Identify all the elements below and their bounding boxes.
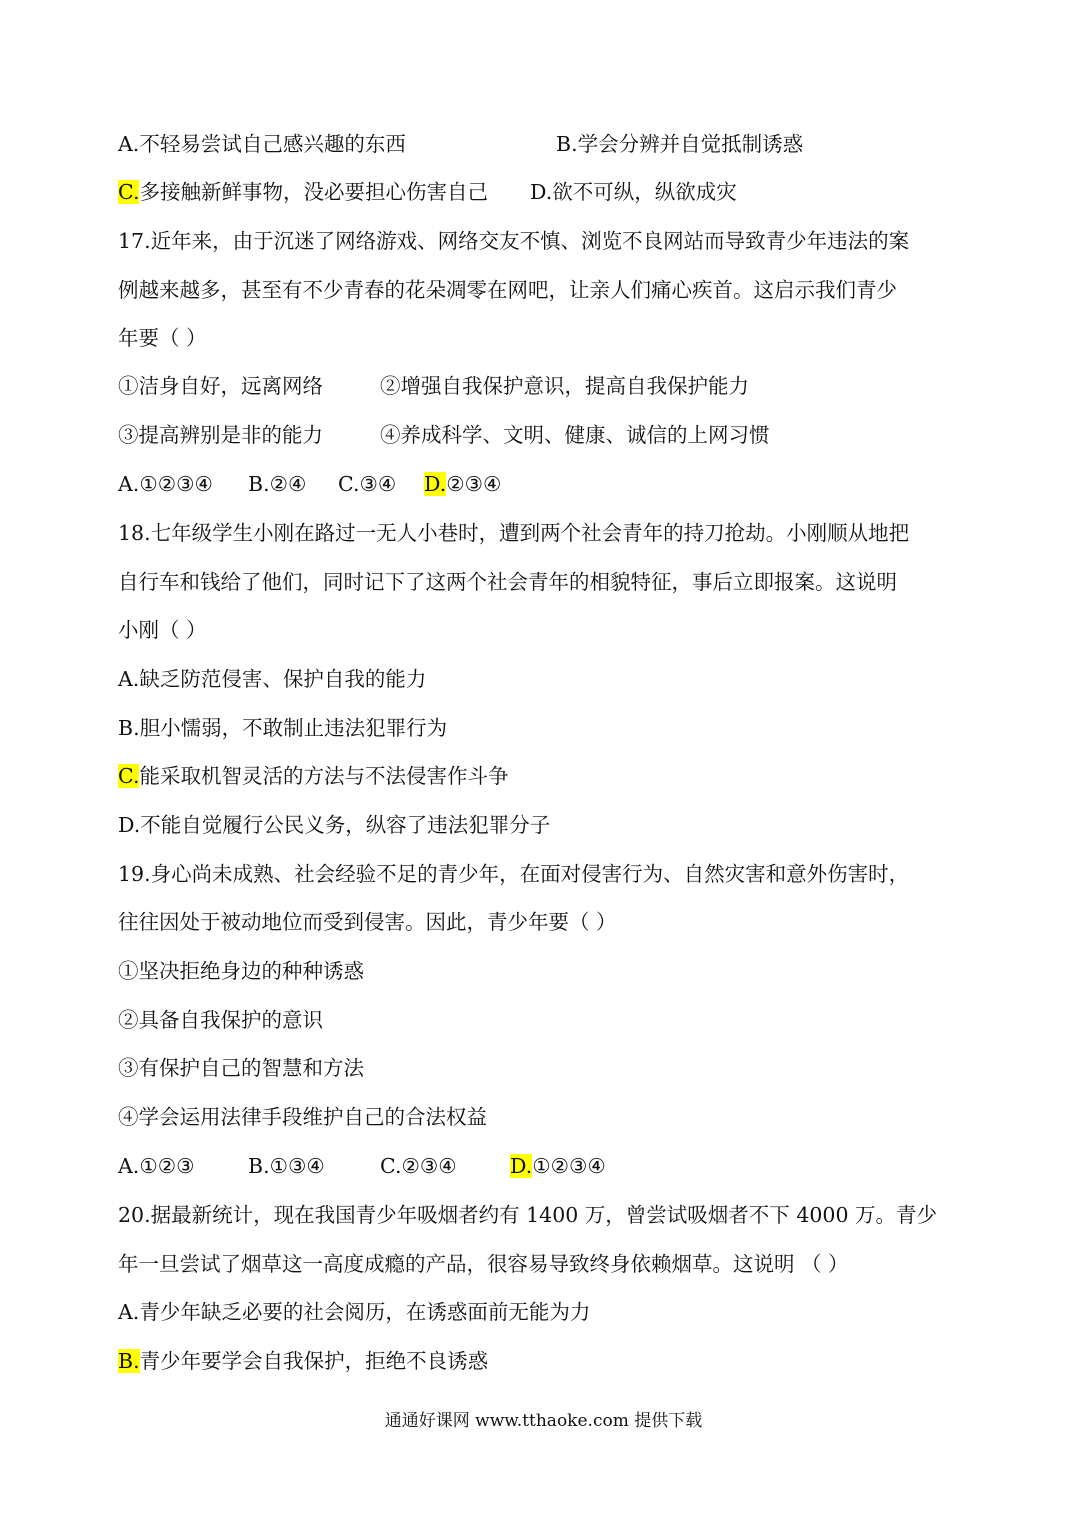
q18-option-a: A.缺乏防范侵害、保护自我的能力 <box>118 667 427 691</box>
answer-highlight: C. <box>118 764 140 788</box>
page-footer: 通通好课网 www.tthaoke.com 提供下载 <box>384 1411 703 1431</box>
q18-stem-line1: 18.七年级学生小刚在路过一无人小巷时，遭到两个社会青年的持刀抢劫。小刚顺从地把 <box>118 521 910 545</box>
answer-highlight: D. <box>424 472 447 496</box>
answer-highlight: C. <box>118 180 140 204</box>
q20-stem-line1: 20.据最新统计，现在我国青少年吸烟者约有 1400 万，曾尝试吸烟者不下 4000 万。青少 <box>118 1203 938 1227</box>
q18-option-b: B.胆小懦弱，不敢制止违法犯罪行为 <box>118 716 448 740</box>
q19-option-c: C.②③④ <box>380 1154 457 1178</box>
q19-item-2: ②具备自我保护的意识 <box>118 1008 323 1032</box>
q19-item-1: ①坚决拒绝身边的种种诱惑 <box>118 959 364 983</box>
q18-option-c <box>118 762 508 790</box>
q20-option-b <box>118 1347 488 1375</box>
q19-option-d-text: ①②③④ <box>532 1154 606 1178</box>
q16-option-c <box>118 178 488 206</box>
q17-item-2: ②增强自我保护意识，提高自我保护能力 <box>380 374 749 398</box>
q20-option-a: A.青少年缺乏必要的社会阅历，在诱惑面前无能为力 <box>118 1300 591 1324</box>
q18-option-c-text: 能采取机智灵活的方法与不法侵害作斗争 <box>139 764 509 788</box>
q17-option-c: C.③④ <box>338 472 397 496</box>
q19-item-4: ④学会运用法律手段维护自己的合法权益 <box>118 1105 487 1129</box>
q17-stem-line1: 17.近年来，由于沉迷了网络游戏、网络交友不慎、浏览不良网站而导致青少年违法的案 <box>118 229 910 253</box>
q17-option-b: B.②④ <box>248 472 307 496</box>
q18-stem-line2: 自行车和钱给了他们，同时记下了这两个社会青年的相貌特征，事后立即报案。这说明 <box>118 570 897 594</box>
q16-option-d: D.欲不可纵，纵欲成灾 <box>530 180 737 204</box>
q17-stem-line3: 年要（ ） <box>118 326 207 350</box>
q19-stem-line2: 往往因处于被动地位而受到侵害。因此，青少年要（ ） <box>118 910 617 934</box>
q19-item-3: ③有保护自己的智慧和方法 <box>118 1056 364 1080</box>
q18-stem-line3: 小刚（ ） <box>118 618 207 642</box>
q20-option-b-text: 青少年要学会自我保护，拒绝不良诱惑 <box>139 1349 489 1373</box>
q17-option-d-text: ②③④ <box>446 472 502 496</box>
q18-option-d: D.不能自觉履行公民义务，纵容了违法犯罪分子 <box>118 813 551 837</box>
answer-highlight: D. <box>510 1154 533 1178</box>
q17-option-d <box>424 470 501 498</box>
q19-option-b: B.①③④ <box>248 1154 325 1178</box>
q17-stem-line2: 例越来越多，甚至有不少青春的花朵凋零在网吧，让亲人们痛心疾首。这启示我们青少 <box>118 278 897 302</box>
q16-option-c-text: 多接触新鲜事物，没必要担心伤害自己 <box>139 180 488 204</box>
q16-option-b: B.学会分辨并自觉抵制诱惑 <box>556 132 804 156</box>
q19-option-d <box>510 1152 606 1180</box>
q19-stem-line1: 19.身心尚未成熟、社会经验不足的青少年，在面对侵害行为、自然灾害和意外伤害时， <box>118 862 910 886</box>
q19-option-a: A.①②③ <box>118 1154 195 1178</box>
q16-option-a: A.不轻易尝试自己感兴趣的东西 <box>118 132 406 156</box>
q20-stem-line2: 年一旦尝试了烟草这一高度成瘾的产品，很容易导致终身依赖烟草。这说明 （ ） <box>118 1252 849 1276</box>
q17-item-4: ④养成科学、文明、健康、诚信的上网习惯 <box>380 423 770 447</box>
q17-item-3: ③提高辨别是非的能力 <box>118 423 323 447</box>
q17-item-1: ①洁身自好，远离网络 <box>118 374 323 398</box>
answer-highlight: B. <box>118 1349 140 1373</box>
q17-option-a: A.①②③④ <box>118 472 213 496</box>
